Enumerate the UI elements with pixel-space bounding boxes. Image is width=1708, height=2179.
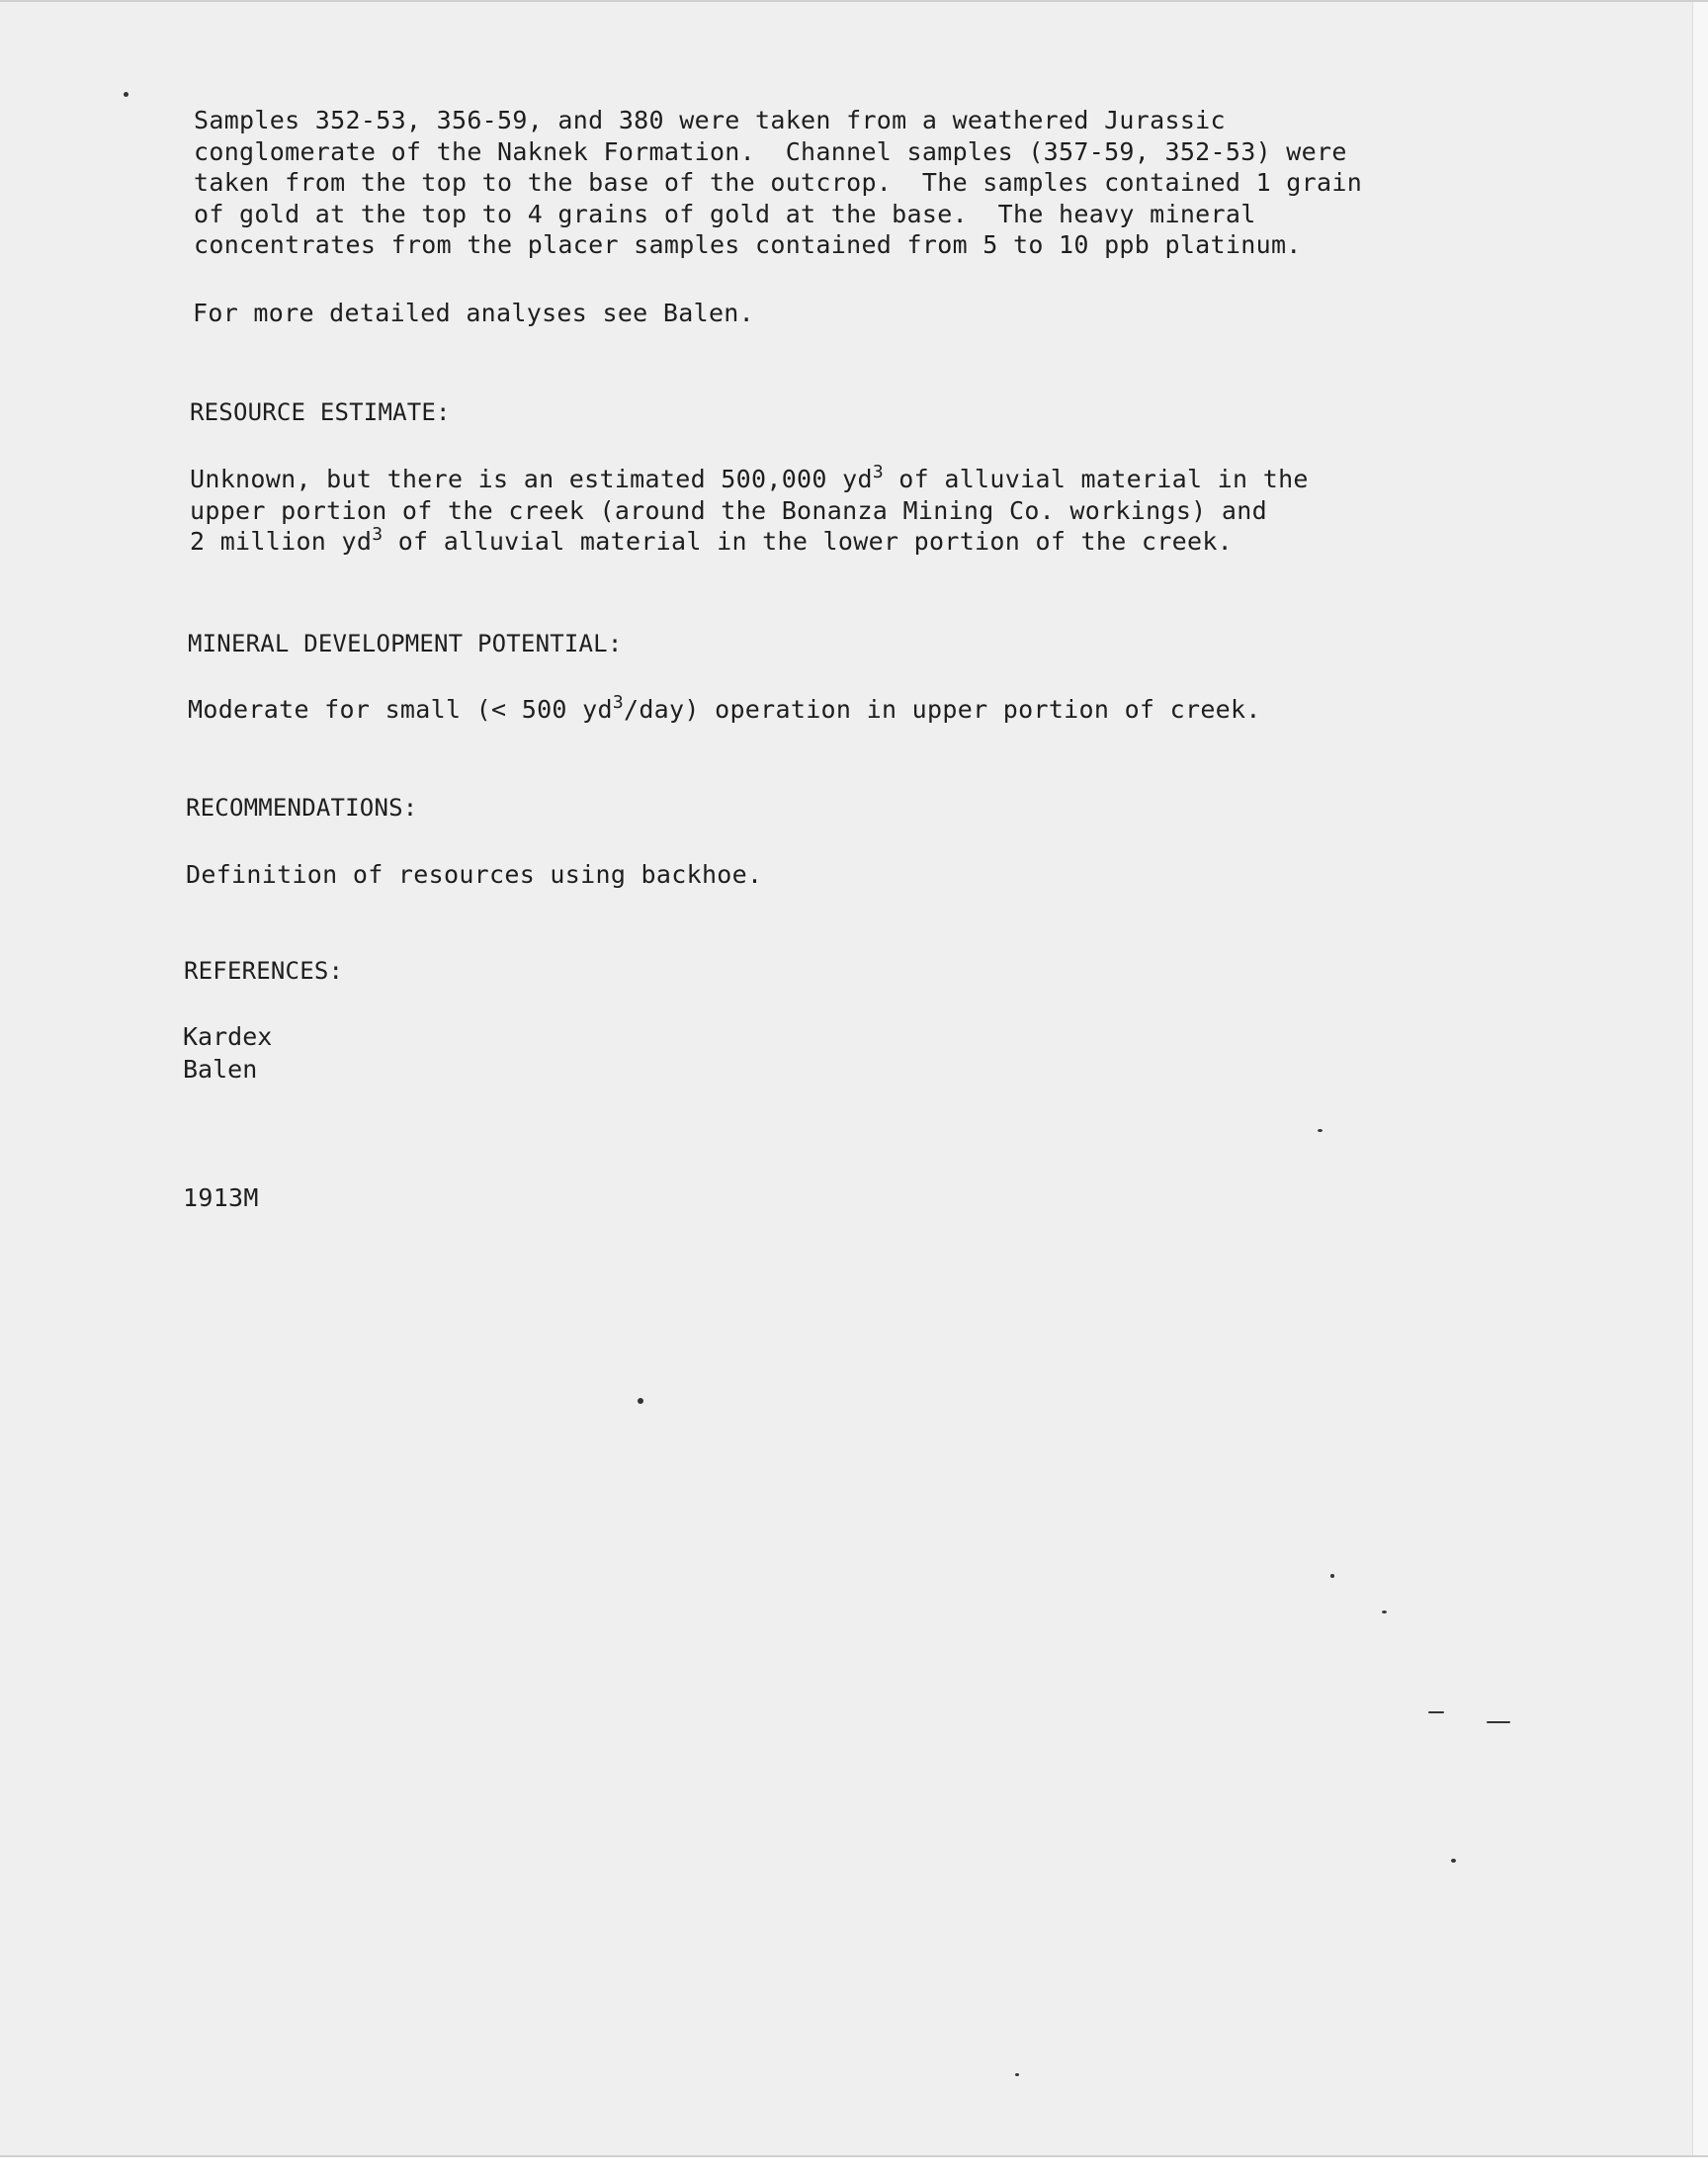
scan-speck bbox=[1451, 1859, 1456, 1863]
scan-speck bbox=[1015, 2073, 1019, 2076]
scan-speck bbox=[1487, 1721, 1510, 1723]
mineral-development-heading: MINERAL DEVELOPMENT POTENTIAL: bbox=[188, 630, 623, 657]
mineral-development-text: Moderate for small (< 500 $yd^3/day$) operation in upper portion of creek. bbox=[188, 692, 1261, 724]
resource-line-1: Unknown, but there is an estimated 500,000 $yd^3$ of alluvial material in the bbox=[190, 462, 1309, 493]
samples-line: of gold at the top to 4 grains of gold at the base. The heavy mineral bbox=[194, 199, 1256, 228]
resource-line-3: 2 million $yd^3$ of alluvial material in the lower portion of the creek. bbox=[190, 524, 1234, 556]
scan-speck bbox=[1330, 1574, 1334, 1578]
scan-speck bbox=[1428, 1711, 1444, 1713]
recommendations-heading: RECOMMENDATIONS: bbox=[186, 794, 418, 822]
samples-line: conglomerate of the Naknek Formation. Channel samples (357-59, 352-53) were bbox=[194, 136, 1347, 166]
samples-line: concentrates from the placer samples contained from 5 to 10 ppb platinum. bbox=[194, 230, 1302, 259]
scan-speck bbox=[638, 1398, 643, 1404]
resource-estimate-heading: RESOURCE ESTIMATE: bbox=[190, 398, 451, 426]
analyses-note: For more detailed analyses see Balen. bbox=[193, 299, 754, 327]
references-list bbox=[183, 1020, 272, 1086]
scan-speck bbox=[1382, 1611, 1387, 1613]
reference-item: Balen bbox=[183, 1055, 258, 1084]
samples-line: taken from the top to the base of the outcrop. The samples contained 1 grain bbox=[194, 168, 1363, 197]
resource-estimate-text bbox=[190, 464, 1309, 558]
document-code: 1913M bbox=[183, 1183, 259, 1212]
samples-paragraph bbox=[194, 105, 1362, 261]
scan-speck bbox=[124, 92, 128, 97]
reference-item: Kardex bbox=[183, 1022, 273, 1051]
recommendations-text: Definition of resources using backhoe. bbox=[186, 860, 763, 889]
scan-edge-right bbox=[1692, 2, 1708, 2177]
scan-edge-bottom bbox=[0, 2155, 1708, 2179]
samples-line: Samples 352-53, 356-59, and 380 were taken from a weathered Jurassic bbox=[194, 106, 1226, 134]
resource-line-2: upper portion of the creek (around the Bonanza Mining Co. workings) and bbox=[190, 495, 1267, 525]
references-heading: REFERENCES: bbox=[184, 957, 344, 985]
scan-speck bbox=[1318, 1129, 1323, 1132]
